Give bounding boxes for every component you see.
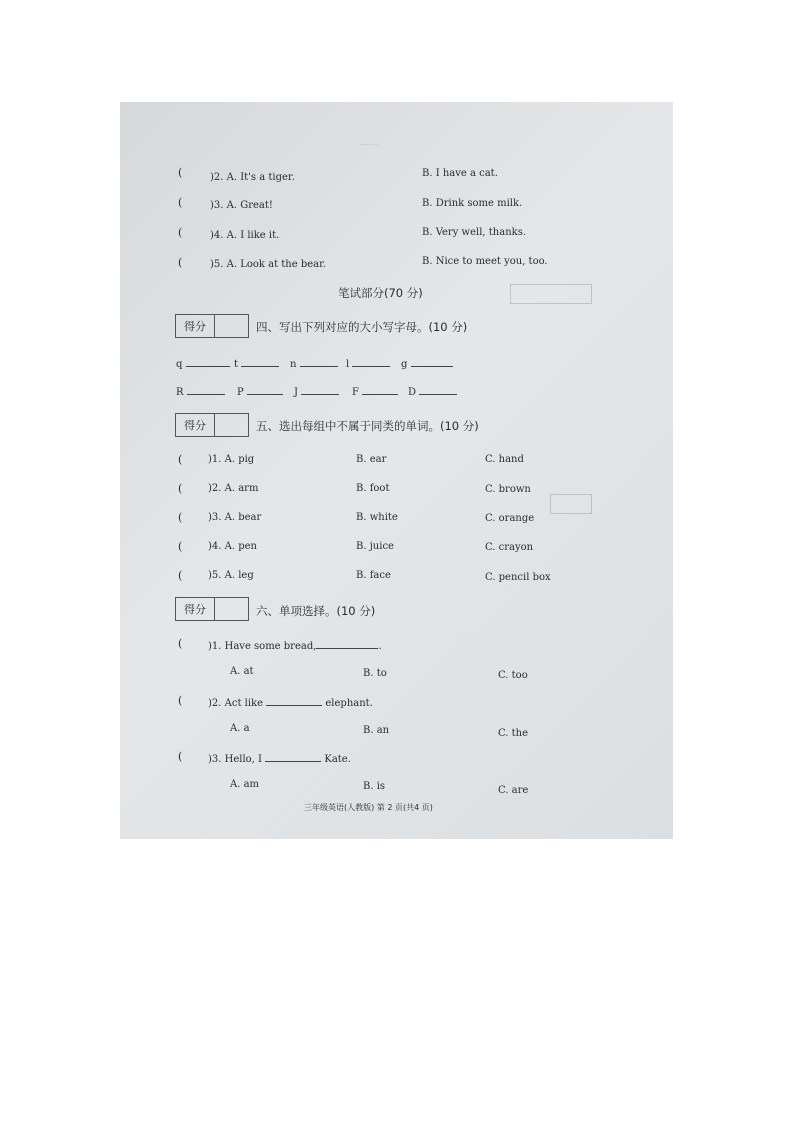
bleed-through-text: —— xyxy=(360,140,378,150)
option-b: B. ear xyxy=(356,454,387,465)
letter-item xyxy=(176,384,225,398)
letter: F xyxy=(352,387,359,398)
answer-paren: ( xyxy=(178,540,183,553)
letter-item xyxy=(176,356,230,370)
option-c: C. pencil box xyxy=(485,572,551,583)
option-b: B. I have a cat. xyxy=(422,168,498,179)
option-c: C. are xyxy=(498,785,529,796)
question-stem xyxy=(208,751,351,765)
bleed-through-box xyxy=(550,494,592,514)
letter: n xyxy=(290,359,297,370)
page-footer: 三年级英语(人教版) 第 2 页(共4 页) xyxy=(304,803,433,812)
answer-blank xyxy=(300,356,338,367)
option-a: A. at xyxy=(230,666,254,677)
question-text: )2. Act like xyxy=(208,698,264,709)
letter: D xyxy=(408,387,417,398)
score-box xyxy=(175,413,249,437)
answer-paren: ( xyxy=(178,637,183,650)
option-b: B. face xyxy=(356,570,391,581)
answer-blank xyxy=(362,384,398,395)
option-b: B. juice xyxy=(356,541,394,552)
option-b: B. Drink some milk. xyxy=(422,198,523,209)
answer-paren: ( xyxy=(178,511,183,524)
exam-page-photo xyxy=(120,102,673,839)
letter-item xyxy=(290,356,338,370)
option-b: B. to xyxy=(363,668,387,679)
letter-item xyxy=(237,384,283,398)
letter: P xyxy=(237,387,244,398)
option-a: A. am xyxy=(230,779,260,790)
option-c: C. orange xyxy=(485,513,535,524)
option-a: )4. A. pen xyxy=(208,541,257,552)
answer-paren: ( xyxy=(178,196,183,209)
question-text: )1. Have some bread, xyxy=(208,641,317,652)
section-5-title: 五、选出每组中不属于同类的单词。(10 分) xyxy=(256,419,479,433)
option-a: )1. A. pig xyxy=(208,454,255,465)
question-text: )3. Hello, I xyxy=(208,754,262,765)
letter: J xyxy=(294,387,299,398)
section-4-title: 四、写出下列对应的大小写字母。(10 分) xyxy=(256,320,468,334)
answer-blank xyxy=(419,384,457,395)
answer-blank xyxy=(352,356,390,367)
letter: l xyxy=(346,359,350,370)
answer-blank xyxy=(266,695,322,706)
letter: t xyxy=(234,359,239,370)
answer-paren: ( xyxy=(178,453,183,466)
option-a: )3. A. bear xyxy=(208,512,262,523)
option-c: C. hand xyxy=(485,454,524,465)
answer-paren: ( xyxy=(178,569,183,582)
answer-blank xyxy=(301,384,339,395)
letter-item xyxy=(346,356,390,370)
bleed-through-box xyxy=(510,284,592,304)
answer-blank xyxy=(265,751,321,762)
answer-blank xyxy=(187,384,225,395)
answer-blank xyxy=(247,384,283,395)
letter-item xyxy=(401,356,453,370)
question-stem xyxy=(208,638,382,652)
option-a: )2. A. arm xyxy=(208,483,259,494)
answer-paren: ( xyxy=(178,750,183,763)
letter-item xyxy=(234,356,279,370)
score-label: 得分 xyxy=(176,598,215,620)
answer-paren: ( xyxy=(178,166,183,179)
option-a: )3. A. Great! xyxy=(210,200,273,211)
question-text-end: Kate. xyxy=(324,754,351,765)
option-c: C. crayon xyxy=(485,542,534,553)
option-b: B. Nice to meet you, too. xyxy=(422,256,548,267)
option-b: B. Very well, thanks. xyxy=(422,227,526,238)
score-box xyxy=(175,597,249,621)
option-b: B. is xyxy=(363,781,386,792)
written-part-title: 笔试部分(70 分) xyxy=(338,286,423,300)
letter: g xyxy=(401,359,408,370)
option-a: )4. A. I like it. xyxy=(210,230,280,241)
option-a: )5. A. Look at the bear. xyxy=(210,259,326,270)
score-label: 得分 xyxy=(176,315,215,337)
section-6-title: 六、单项选择。(10 分) xyxy=(256,604,376,618)
answer-paren: ( xyxy=(178,482,183,495)
letter-item xyxy=(294,384,339,398)
answer-paren: ( xyxy=(178,226,183,239)
question-text-end: elephant. xyxy=(325,698,373,709)
answer-blank xyxy=(241,356,279,367)
answer-blank xyxy=(186,356,230,367)
option-b: B. white xyxy=(356,512,398,523)
option-a: A. a xyxy=(230,723,250,734)
letter: q xyxy=(176,359,183,370)
letter-item xyxy=(352,384,398,398)
option-c: C. brown xyxy=(485,484,531,495)
question-stem xyxy=(208,695,373,709)
option-c: C. too xyxy=(498,670,528,681)
option-b: B. an xyxy=(363,725,390,736)
question-text-end: . xyxy=(378,641,382,652)
option-c: C. the xyxy=(498,728,529,739)
answer-blank xyxy=(411,356,453,367)
answer-paren: ( xyxy=(178,256,183,269)
option-b: B. foot xyxy=(356,483,390,494)
option-a: )2. A. It's a tiger. xyxy=(210,172,295,183)
answer-paren: ( xyxy=(178,694,183,707)
option-a: )5. A. leg xyxy=(208,570,254,581)
score-label: 得分 xyxy=(176,414,215,436)
answer-blank xyxy=(316,638,378,649)
letter-item xyxy=(408,384,457,398)
letter: R xyxy=(176,387,184,398)
score-box xyxy=(175,314,249,338)
